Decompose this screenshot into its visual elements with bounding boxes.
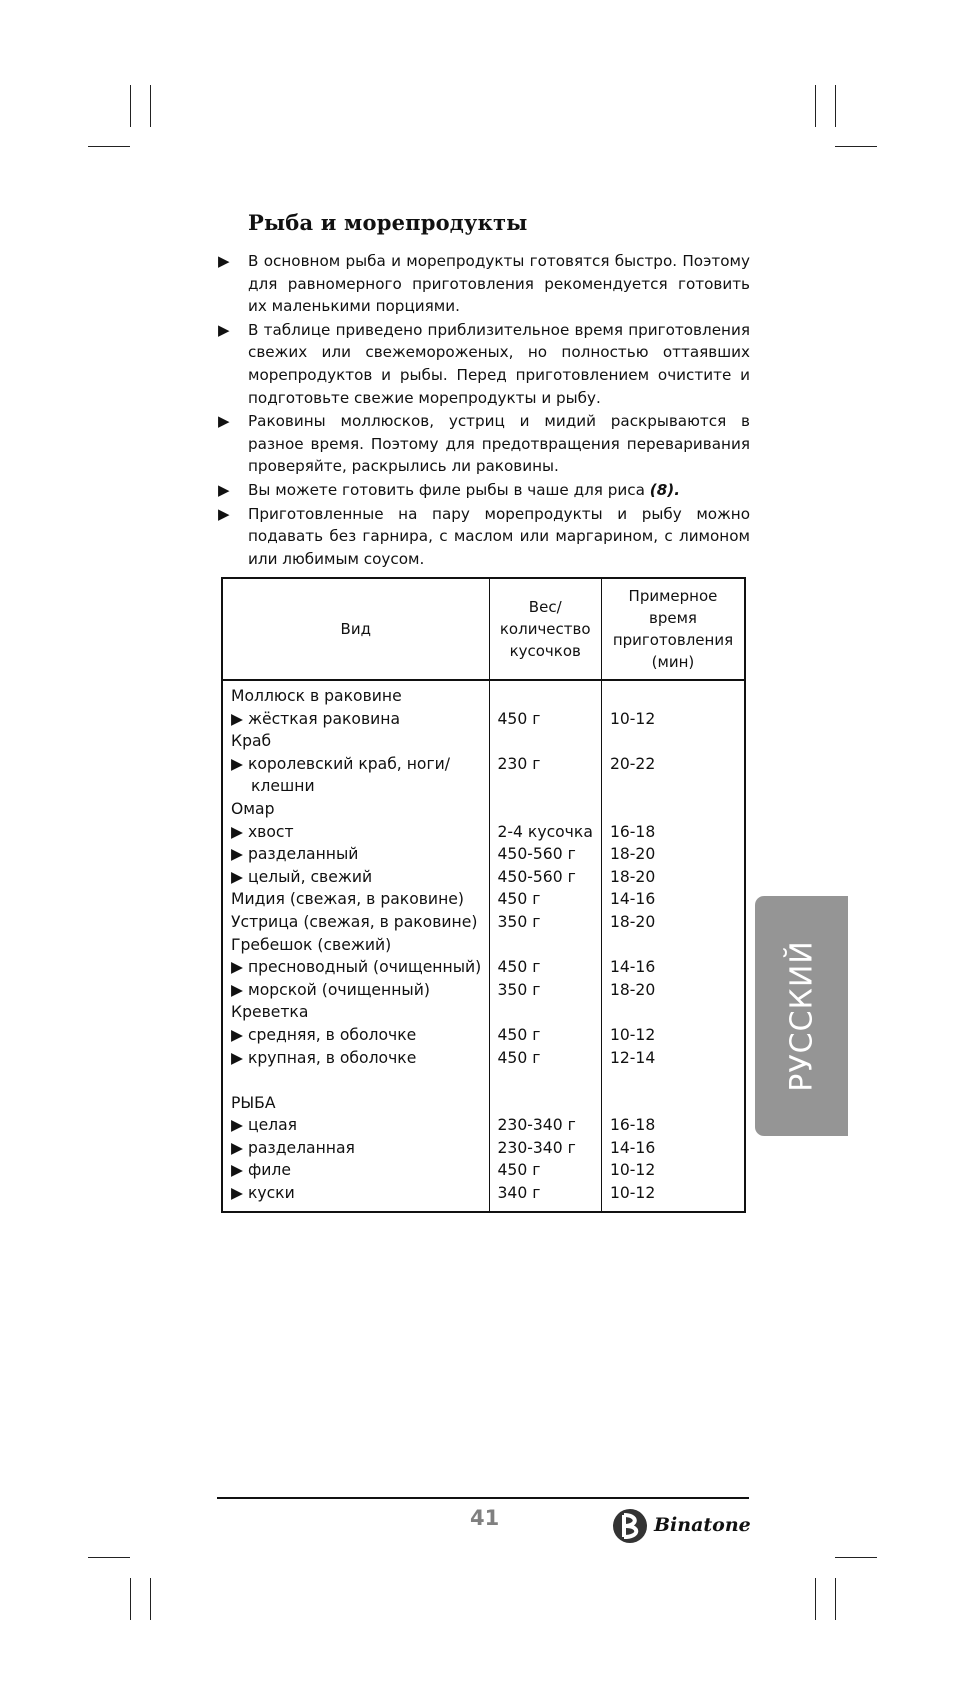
table-cell-time: 14-16 [609,958,656,977]
table-cell-time [610,1092,744,1115]
table-cell-weight: 450 г [497,1161,541,1180]
table-cell-weight: 450 г [497,1025,541,1044]
table-cell-kind: Омар [231,799,275,818]
table-cell-time: 18-20 [609,912,656,931]
crop-mark [835,85,836,127]
crop-mark [150,85,151,127]
table-cell-weight: 450 г [497,958,541,977]
table-cell-weight [498,798,601,821]
table-cell-weight [498,1001,601,1024]
weight-column [489,680,601,1212]
table-cell-time: 20-22 [609,754,656,773]
bullet-item: ▶ Приготовленные на пару морепродукты и рыбу можно подавать без гарнира, с маслом или маргарином, с лимоном или любимым соусом. [218,504,750,568]
table-cell-time: 10-12 [609,1184,656,1203]
table-cell-weight: 230 г [497,754,541,773]
binatone-logo-icon [612,1508,652,1544]
table-cell-time: 12-14 [609,1048,656,1067]
cooking-time-table [221,577,746,1213]
crop-mark [130,85,131,127]
table-cell-weight: 2-4 кусочка [497,822,593,841]
table-cell-time [610,1069,744,1092]
header-kind: Вид [222,578,489,680]
page-number: 41 [470,1506,500,1530]
table-cell-kind: Устрица (свежая, в раковине) [231,912,478,931]
table-cell-time: 18-20 [609,867,656,886]
table-cell-kind: клешни [251,777,315,796]
table-cell-kind: ▶ жёсткая раковина [231,709,401,728]
table-cell-kind: Моллюск в раковине [231,687,402,705]
table-cell-weight: 450 г [497,709,541,728]
table-cell-weight [498,934,601,957]
table-cell-kind: Гребешок (свежий) [231,935,392,954]
crop-mark [815,85,816,127]
table-cell-weight: 230-340 г [497,1138,576,1157]
arrow-icon: ▶ [218,480,230,499]
table-cell-kind: ▶ пресноводный (очищенный) [231,958,482,977]
table-cell-kind: ▶ разделанная [231,1138,355,1157]
crop-mark [815,1578,816,1620]
table-cell-kind: ▶ средняя, в оболочке [231,1025,417,1044]
table-cell-kind: ▶ филе [231,1161,291,1180]
table-cell-weight: 450-560 г [497,867,576,886]
table-cell-kind: ▶ хвост [231,822,294,841]
crop-mark [130,1578,131,1620]
table-cell-time [610,934,744,957]
table-cell-weight [498,1092,601,1115]
table-cell-kind: Краб [231,732,272,751]
table-cell-kind: ▶ крупная, в оболочке [231,1048,417,1067]
section-heading: Рыба и морепродукты [248,210,528,235]
table-cell-time [610,1001,744,1024]
table-cell-weight [498,775,601,798]
table-cell-time: 16-18 [609,822,656,841]
table-cell-weight [498,685,601,708]
bullet-list [218,250,750,571]
table-cell-time [610,798,744,821]
table-cell-time [610,685,744,708]
figure-reference: (8). [649,480,680,499]
crop-mark [835,146,877,147]
table-cell-time [610,730,744,753]
bullet-item: ▶ Вы можете готовить филе рыбы в чаше для риса (8). [218,479,750,502]
table-cell-kind: ▶ целая [231,1116,298,1135]
table-cell-time [610,775,744,798]
table-cell-weight [498,1069,601,1092]
table-cell-weight: 340 г [497,1184,541,1203]
table-cell-weight: 350 г [497,980,541,999]
kind-column [222,680,489,1212]
table-cell-weight: 450-560 г [497,845,576,864]
arrow-icon: ▶ [218,320,230,339]
footer-rule [217,1497,749,1499]
table-cell-time: 10-12 [609,709,656,728]
table-cell-weight: 450 г [497,890,541,909]
arrow-icon: ▶ [218,252,230,270]
table-cell-kind: ▶ куски [231,1184,295,1203]
table-cell-time: 10-12 [609,1161,656,1180]
bullet-item: ▶ В таблице приведено приблизительное время приготовления свежих или свежемороженых, но полностью оттаявших морепродуктов и рыбы. Перед приготовлением очистите и подготовьте свежие морепродукты и рыбу. [218,320,750,407]
crop-mark [150,1578,151,1620]
language-tab [755,896,848,1136]
time-column [601,680,745,1212]
table-cell-kind [231,1069,489,1092]
bullet-item: ▶ Раковины моллюсков, устриц и мидий раскрываются в разное время. Поэтому для предотвращения переваривания проверяйте, раскрылись ли раковины. [218,412,750,476]
crop-mark [88,146,130,147]
arrow-icon: ▶ [218,504,230,523]
table-cell-kind: ▶ морской (очищенный) [231,980,430,999]
table-cell-kind: Креветка [231,1003,309,1022]
table-cell-kind: ▶ целый, свежий [231,867,373,886]
table-cell-kind: ▶ королевский краб, ноги/ [231,754,451,773]
table-cell-kind: Мидия (свежая, в раковине) [231,890,464,909]
table-cell-weight: 350 г [497,912,541,931]
table-cell-time: 18-20 [609,845,656,864]
table-cell-time: 10-12 [609,1025,656,1044]
table-cell-time: 18-20 [609,980,656,999]
table-cell-time: 16-18 [609,1116,656,1135]
crop-mark [88,1557,130,1558]
header-weight: Вес/ количество кусочков [489,578,601,680]
table-cell-weight: 450 г [497,1048,541,1067]
bullet-item: ▶ В основном рыба и морепродукты готовятся быстро. Поэтому для равномерного приготовления рекомендуется готовить их маленькими порциями. [218,252,750,316]
table-cell-weight: 230-340 г [497,1116,576,1135]
table-cell-time: 14-16 [609,890,656,909]
table-cell-kind: РЫБА [231,1093,276,1112]
crop-mark [835,1578,836,1620]
table-cell-time: 14-16 [609,1138,656,1157]
language-label: РУССКИЙ [784,940,819,1092]
table-cell-kind: ▶ разделанный [231,845,359,864]
header-time: Примерное время приготовления (мин) [601,578,745,680]
table-cell-weight [498,730,601,753]
brand-name: Binatone [654,1514,751,1536]
crop-mark [835,1557,877,1558]
arrow-icon: ▶ [218,412,230,431]
